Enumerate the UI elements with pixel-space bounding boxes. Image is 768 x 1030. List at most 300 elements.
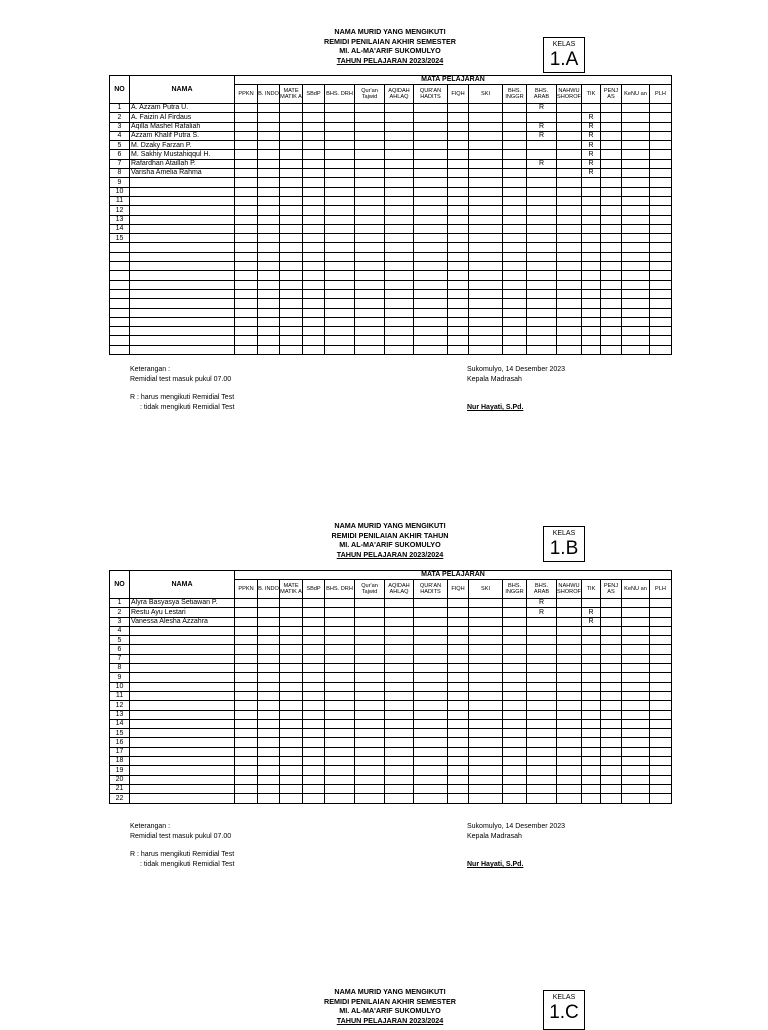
- remidi-mark-cell: [582, 775, 601, 784]
- remidi-mark-cell: [448, 327, 469, 336]
- remidi-mark-cell: [527, 747, 557, 756]
- remidi-mark-cell: [235, 710, 258, 719]
- remidi-mark-cell: [280, 701, 303, 710]
- remidi-mark-cell: [355, 682, 385, 691]
- remidi-mark-cell: [557, 262, 582, 271]
- remidi-mark-cell: [650, 141, 672, 150]
- remidi-mark-cell: [601, 317, 622, 326]
- remidi-mark-cell: [582, 178, 601, 187]
- remidi-mark-cell: [469, 673, 503, 682]
- remidi-mark-cell: [527, 729, 557, 738]
- remidi-mark-cell: [355, 729, 385, 738]
- remidi-mark-cell: [448, 747, 469, 756]
- remidi-mark-cell: [355, 719, 385, 728]
- remidi-mark-cell: [303, 682, 325, 691]
- subject-header: AQIDAH AHLAQ: [385, 85, 414, 104]
- remidi-mark-cell: [527, 150, 557, 159]
- student-name: [130, 345, 235, 354]
- remidi-mark-cell: [355, 701, 385, 710]
- remidi-mark-cell: [303, 645, 325, 654]
- remidi-mark-cell: [448, 336, 469, 345]
- remidi-mark-cell: [280, 122, 303, 131]
- remidi-mark-cell: [557, 141, 582, 150]
- remidi-mark-cell: [280, 626, 303, 635]
- remidi-mark-cell: [258, 729, 280, 738]
- remidi-mark-cell: [448, 141, 469, 150]
- remidi-mark-cell: [503, 113, 527, 122]
- remidi-mark-cell: [355, 169, 385, 178]
- remidi-mark-cell: [469, 196, 503, 205]
- remidi-mark-cell: [527, 664, 557, 673]
- remidi-mark-cell: [622, 719, 650, 728]
- remidi-mark-cell: [355, 327, 385, 336]
- remidi-mark-cell: [650, 169, 672, 178]
- remidi-mark-cell: [582, 626, 601, 635]
- table-header-row: [110, 571, 672, 580]
- remidi-mark-cell: [235, 141, 258, 150]
- remidi-mark-cell: [622, 336, 650, 345]
- remidi-mark-cell: [622, 784, 650, 793]
- remidi-mark-cell: [235, 224, 258, 233]
- remidi-mark-cell: [469, 327, 503, 336]
- row-number: [110, 327, 130, 336]
- remidi-mark-cell: [303, 636, 325, 645]
- remidi-mark-cell: [622, 289, 650, 298]
- row-number: 13: [110, 710, 130, 719]
- kelas-value: 1.A: [549, 49, 579, 70]
- student-name: [130, 196, 235, 205]
- remidi-mark-cell: [385, 206, 414, 215]
- remidi-mark-cell: [280, 654, 303, 663]
- remidi-mark-cell: [414, 131, 448, 140]
- remidi-mark-cell: [325, 729, 355, 738]
- remidi-mark-cell: [622, 682, 650, 691]
- remidi-mark-cell: [280, 784, 303, 793]
- remidi-mark-cell: [503, 599, 527, 608]
- subject-header: BHS. INGGR: [503, 85, 527, 104]
- remidi-mark-cell: [414, 262, 448, 271]
- remidi-mark-cell: [601, 784, 622, 793]
- subject-header: FIQH: [448, 85, 469, 104]
- footer-right: [467, 822, 565, 870]
- remidi-mark-cell: [280, 608, 303, 617]
- remidi-mark-cell: [303, 299, 325, 308]
- remidi-mark-cell: [527, 617, 557, 626]
- remidi-mark-cell: [385, 645, 414, 654]
- subject-header: BHS. DRH: [325, 85, 355, 104]
- remidi-mark-cell: [258, 187, 280, 196]
- remidi-mark-cell: [601, 719, 622, 728]
- table-row: [110, 113, 672, 122]
- table-row: [110, 169, 672, 178]
- remidi-mark-cell: [325, 336, 355, 345]
- remidi-mark-cell: [385, 104, 414, 113]
- section-title: [290, 27, 490, 65]
- student-name: [130, 262, 235, 271]
- student-name: [130, 775, 235, 784]
- remidi-mark-cell: [557, 215, 582, 224]
- remidi-mark-cell: [414, 150, 448, 159]
- remidi-mark-cell: [503, 206, 527, 215]
- table-row: [110, 308, 672, 317]
- remidi-mark-cell: [280, 664, 303, 673]
- remidi-mark-cell: [280, 169, 303, 178]
- table-row: [110, 775, 672, 784]
- remidi-mark-cell: R: [582, 159, 601, 168]
- remidi-mark-cell: [325, 262, 355, 271]
- remidi-mark-cell: [622, 187, 650, 196]
- remidi-mark-cell: [557, 327, 582, 336]
- remidi-mark-cell: [355, 280, 385, 289]
- remidi-mark-cell: [650, 654, 672, 663]
- remidi-mark-cell: [303, 308, 325, 317]
- remidi-mark-cell: [582, 719, 601, 728]
- remidi-mark-cell: [650, 784, 672, 793]
- remidi-mark-cell: [355, 794, 385, 803]
- remidi-mark-cell: [258, 327, 280, 336]
- remidi-mark-cell: [355, 673, 385, 682]
- remidi-mark-cell: [448, 262, 469, 271]
- remidi-mark-cell: [622, 178, 650, 187]
- kelas-value: 1.B: [549, 538, 579, 559]
- remidi-mark-cell: [503, 794, 527, 803]
- subject-header: SKI: [469, 85, 503, 104]
- student-name: M. Dzaky Farzan P.: [130, 141, 235, 150]
- subject-header: TIK: [582, 85, 601, 104]
- remidi-mark-cell: [258, 645, 280, 654]
- remidi-mark-cell: [303, 599, 325, 608]
- row-number: 5: [110, 141, 130, 150]
- remidi-mark-cell: [601, 159, 622, 168]
- remidi-mark-cell: [503, 345, 527, 354]
- remidi-mark-cell: [325, 757, 355, 766]
- signer-title: Kepala Madrasah: [467, 375, 522, 383]
- table-row: [110, 673, 672, 682]
- remidi-mark-cell: [303, 289, 325, 298]
- remidi-mark-cell: [650, 682, 672, 691]
- subject-header: PLH: [650, 580, 672, 599]
- remidi-mark-cell: [527, 794, 557, 803]
- title-line1: NAMA MURID YANG MENGIKUTI: [334, 521, 446, 530]
- remidi-mark-cell: [557, 775, 582, 784]
- remidi-mark-cell: [303, 104, 325, 113]
- remidi-mark-cell: [448, 113, 469, 122]
- table-row: [110, 215, 672, 224]
- remidi-mark-cell: [622, 664, 650, 673]
- remidi-mark-cell: [582, 682, 601, 691]
- remidi-mark-cell: [385, 262, 414, 271]
- remidi-mark-cell: [385, 784, 414, 793]
- remidi-mark-cell: [601, 187, 622, 196]
- remidi-mark-cell: [650, 599, 672, 608]
- remidi-mark-cell: [414, 308, 448, 317]
- table-row: [110, 271, 672, 280]
- remidi-mark-cell: [303, 738, 325, 747]
- remidi-mark-cell: [355, 234, 385, 243]
- remidi-mark-cell: [303, 169, 325, 178]
- remidi-mark-cell: [355, 141, 385, 150]
- remidi-mark-cell: [355, 654, 385, 663]
- remidi-mark-cell: [385, 196, 414, 205]
- remidi-mark-cell: [414, 747, 448, 756]
- subject-header: NAHWU SHOROF: [557, 85, 582, 104]
- remidi-mark-cell: [258, 178, 280, 187]
- title-school: MI. AL-MA'ARIF SUKOMULYO: [339, 540, 441, 549]
- row-number: 20: [110, 775, 130, 784]
- legend-blank: : tidak mengikuti Remidial Test: [140, 860, 235, 868]
- remidi-mark-cell: [235, 729, 258, 738]
- remidi-mark-cell: [601, 308, 622, 317]
- col-header-no: NO: [110, 76, 130, 104]
- table-row: [110, 784, 672, 793]
- remidi-mark-cell: [582, 673, 601, 682]
- row-number: 6: [110, 645, 130, 654]
- remidi-mark-cell: [469, 608, 503, 617]
- remidi-mark-cell: [414, 654, 448, 663]
- remidi-mark-cell: [469, 599, 503, 608]
- student-name: Vanessa Alesha Azzahra: [130, 617, 235, 626]
- remidi-mark-cell: [469, 682, 503, 691]
- remidi-mark-cell: [650, 271, 672, 280]
- kelas-box: [543, 526, 585, 562]
- remidi-mark-cell: [325, 317, 355, 326]
- remidi-mark-cell: [582, 327, 601, 336]
- remidi-mark-cell: [258, 747, 280, 756]
- remidi-mark-cell: [235, 252, 258, 261]
- remidi-mark-cell: [258, 299, 280, 308]
- remidi-mark-cell: [235, 599, 258, 608]
- remidi-mark-cell: [503, 308, 527, 317]
- row-number: 15: [110, 729, 130, 738]
- remidi-mark-cell: [469, 104, 503, 113]
- remidi-mark-cell: [503, 775, 527, 784]
- remidi-mark-cell: [650, 317, 672, 326]
- kelas-box: [543, 990, 585, 1030]
- remidi-mark-cell: [303, 626, 325, 635]
- remidi-mark-cell: R: [582, 150, 601, 159]
- remidi-mark-cell: [355, 599, 385, 608]
- remidi-mark-cell: [448, 299, 469, 308]
- remidi-mark-cell: [414, 299, 448, 308]
- remidi-mark-cell: [235, 113, 258, 122]
- remidi-mark-cell: [235, 215, 258, 224]
- remidi-mark-cell: [622, 701, 650, 710]
- remidi-mark-cell: [303, 701, 325, 710]
- remidi-mark-cell: [622, 729, 650, 738]
- remidi-mark-cell: [325, 636, 355, 645]
- title-line1: NAMA MURID YANG MENGIKUTI: [334, 27, 446, 36]
- remidi-mark-cell: [280, 299, 303, 308]
- remidi-mark-cell: [448, 345, 469, 354]
- remidi-mark-cell: [303, 608, 325, 617]
- kelas-box: [543, 37, 585, 73]
- remidi-mark-cell: [235, 178, 258, 187]
- subject-header: Qur'an Tajwid: [355, 85, 385, 104]
- student-name: Rafardhan Ataillah P.: [130, 159, 235, 168]
- remidi-mark-cell: [385, 289, 414, 298]
- remidi-mark-cell: [303, 784, 325, 793]
- remidi-mark-cell: [582, 317, 601, 326]
- remidi-mark-cell: [503, 645, 527, 654]
- remidi-mark-cell: [235, 645, 258, 654]
- remidi-mark-cell: [527, 187, 557, 196]
- remidi-mark-cell: [355, 336, 385, 345]
- remidi-mark-cell: [448, 784, 469, 793]
- remidi-mark-cell: [258, 131, 280, 140]
- student-name: [130, 682, 235, 691]
- remidi-mark-cell: [385, 299, 414, 308]
- remidi-mark-cell: [557, 224, 582, 233]
- remidi-mark-cell: [303, 122, 325, 131]
- remidi-mark-cell: [469, 757, 503, 766]
- remidi-mark-cell: [325, 159, 355, 168]
- remidi-mark-cell: [527, 252, 557, 261]
- student-name: [130, 178, 235, 187]
- remidi-mark-cell: [325, 608, 355, 617]
- remidi-mark-cell: [469, 262, 503, 271]
- remidi-mark-cell: [650, 719, 672, 728]
- remidi-mark-cell: [385, 234, 414, 243]
- remidi-mark-cell: [601, 599, 622, 608]
- student-name: [130, 747, 235, 756]
- remidi-mark-cell: [527, 141, 557, 150]
- remidi-mark-cell: [503, 196, 527, 205]
- remidi-mark-cell: [325, 673, 355, 682]
- remidi-mark-cell: [280, 645, 303, 654]
- remidi-mark-cell: [503, 664, 527, 673]
- row-number: 2: [110, 608, 130, 617]
- remidi-mark-cell: [325, 299, 355, 308]
- remidi-mark-cell: [503, 243, 527, 252]
- remidi-mark-cell: [557, 636, 582, 645]
- remidi-mark-cell: [258, 317, 280, 326]
- remidi-mark-cell: [258, 141, 280, 150]
- remidi-mark-cell: [235, 626, 258, 635]
- title-subtitle: REMIDI PENILAIAN AKHIR SEMESTER: [324, 996, 456, 1006]
- remidi-mark-cell: [557, 104, 582, 113]
- remidi-mark-cell: [650, 626, 672, 635]
- remidi-mark-cell: [622, 159, 650, 168]
- remidi-mark-cell: [235, 280, 258, 289]
- remidi-mark-cell: [325, 327, 355, 336]
- student-name: [130, 215, 235, 224]
- remidi-mark-cell: [414, 664, 448, 673]
- remidi-mark-cell: [527, 701, 557, 710]
- remidi-mark-cell: [503, 654, 527, 663]
- remidi-mark-cell: [469, 299, 503, 308]
- keterangan-label: Keterangan :: [130, 823, 171, 830]
- remidi-mark-cell: [503, 766, 527, 775]
- remidi-mark-cell: [582, 196, 601, 205]
- student-name: [130, 317, 235, 326]
- remidi-mark-cell: [280, 243, 303, 252]
- remidi-mark-cell: [557, 757, 582, 766]
- row-number: [110, 308, 130, 317]
- remidi-mark-cell: [325, 691, 355, 700]
- remidi-mark-cell: [414, 159, 448, 168]
- remidi-mark-cell: [469, 252, 503, 261]
- remidi-mark-cell: [469, 234, 503, 243]
- remidi-mark-cell: [235, 308, 258, 317]
- subject-header: BHS. DRH: [325, 580, 355, 599]
- remidi-mark-cell: [622, 280, 650, 289]
- remidi-mark-cell: [258, 766, 280, 775]
- remidi-mark-cell: R: [582, 113, 601, 122]
- subject-header: Qur'an Tajwid: [355, 580, 385, 599]
- remidi-mark-cell: [527, 215, 557, 224]
- remidi-mark-cell: [650, 794, 672, 803]
- remidi-mark-cell: [303, 719, 325, 728]
- remidi-mark-cell: [414, 691, 448, 700]
- row-number: [110, 252, 130, 261]
- remidi-mark-cell: [557, 206, 582, 215]
- remidi-mark-cell: [601, 327, 622, 336]
- remidi-mark-cell: [469, 794, 503, 803]
- remidi-mark-cell: [235, 719, 258, 728]
- remidi-mark-cell: [448, 738, 469, 747]
- remidi-mark-cell: [622, 636, 650, 645]
- remidi-mark-cell: [527, 757, 557, 766]
- subject-header: MATE MATIK A: [280, 580, 303, 599]
- remidi-mark-cell: [601, 252, 622, 261]
- remidi-mark-cell: [527, 196, 557, 205]
- remidi-mark-cell: [448, 169, 469, 178]
- remidi-mark-cell: [303, 178, 325, 187]
- remidi-mark-cell: [503, 682, 527, 691]
- remidi-mark-cell: R: [582, 131, 601, 140]
- student-name: [130, 729, 235, 738]
- remidi-mark-cell: [280, 141, 303, 150]
- remidi-mark-cell: [601, 729, 622, 738]
- remidi-mark-cell: [355, 252, 385, 261]
- remidi-mark-cell: [601, 224, 622, 233]
- remidi-mark-cell: [448, 682, 469, 691]
- remidi-mark-cell: [448, 243, 469, 252]
- table-row: [110, 327, 672, 336]
- remidi-mark-cell: [650, 738, 672, 747]
- remidi-mark-cell: [280, 317, 303, 326]
- remidi-mark-cell: [385, 599, 414, 608]
- remidi-mark-cell: [448, 691, 469, 700]
- subject-header: AQIDAH AHLAQ: [385, 580, 414, 599]
- remidi-mark-cell: [601, 626, 622, 635]
- remidi-mark-cell: [325, 626, 355, 635]
- remidi-mark-cell: [601, 178, 622, 187]
- remidi-mark-cell: [582, 636, 601, 645]
- remidi-mark-cell: [280, 187, 303, 196]
- remidi-mark-cell: [650, 766, 672, 775]
- signer-name: Nur Hayati, S.Pd.: [467, 404, 524, 411]
- student-name: [130, 299, 235, 308]
- remidi-mark-cell: [503, 187, 527, 196]
- student-name: M. Sakhiy Mustahiqqul H.: [130, 150, 235, 159]
- section-title: [290, 987, 490, 1025]
- remidi-mark-cell: [355, 122, 385, 131]
- remidi-mark-cell: R: [527, 159, 557, 168]
- table-row: [110, 299, 672, 308]
- remidi-mark-cell: [601, 196, 622, 205]
- remidi-mark-cell: [258, 345, 280, 354]
- remidi-mark-cell: [414, 215, 448, 224]
- remidi-mark-cell: [303, 262, 325, 271]
- remidi-mark-cell: [527, 673, 557, 682]
- remidi-mark-cell: [650, 617, 672, 626]
- remidi-mark-cell: [258, 654, 280, 663]
- table-row: [110, 243, 672, 252]
- remidi-mark-cell: [385, 178, 414, 187]
- remidi-mark-cell: [385, 345, 414, 354]
- remidi-mark-cell: [385, 280, 414, 289]
